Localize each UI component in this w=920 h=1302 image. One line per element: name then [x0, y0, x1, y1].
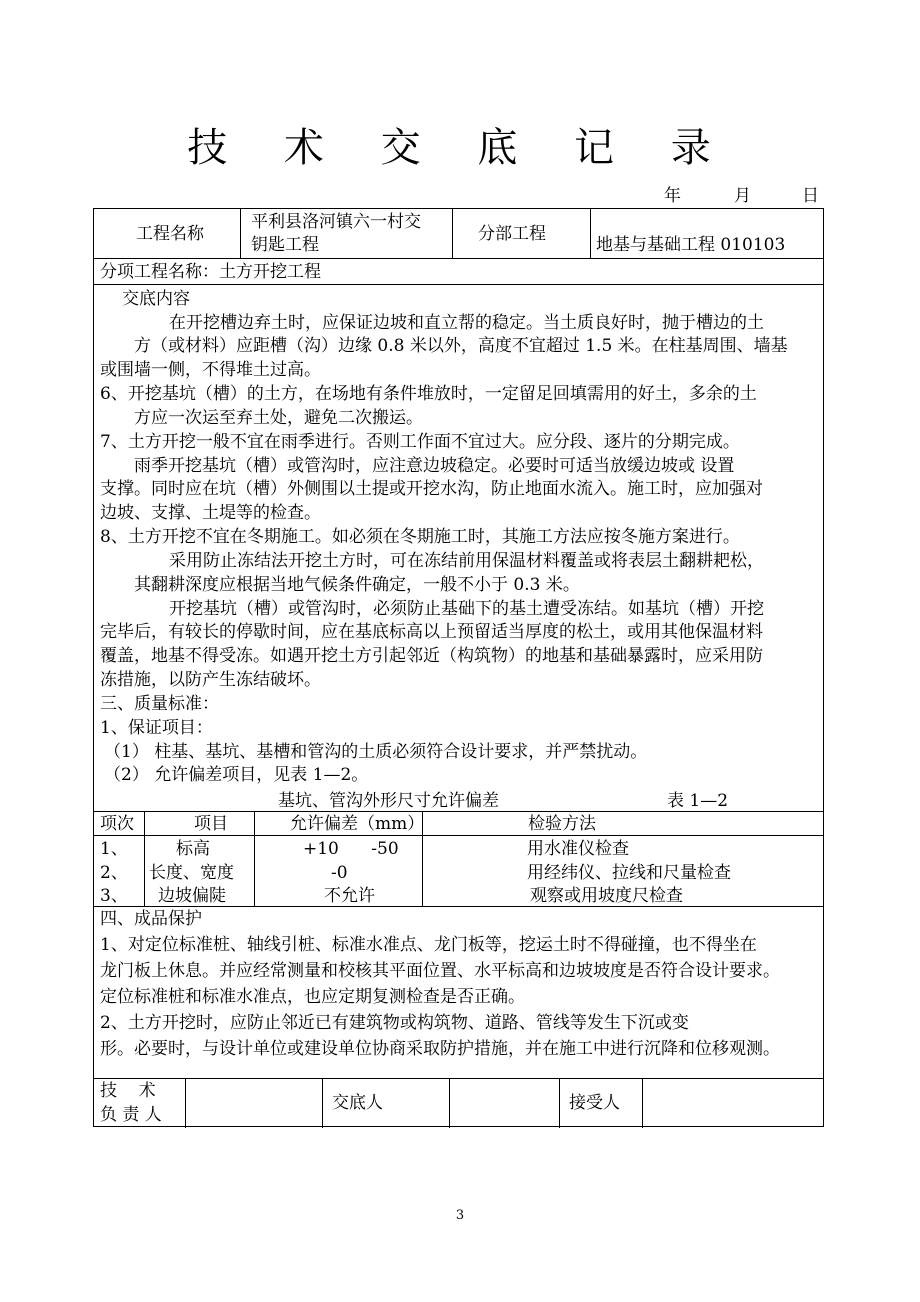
date-day: 日 [802, 186, 819, 206]
content-line: 6、开挖基坑（槽）的土方，在场地有条件堆放时，一定留足回填需用的好土，多余的土 [100, 384, 757, 404]
content-line: 或围墙一侧，不得堆土过高。 [100, 360, 321, 380]
content-line: （2） 允许偏差项目，见表 1—2。 [104, 765, 369, 785]
record-form [93, 208, 824, 1127]
content-line: 完毕后，有较长的停歇时间，应在基底标高以上预留适当厚度的松土，或用其他保温材料 [100, 622, 763, 642]
table-header-cell: 项目 [194, 814, 228, 834]
protection-line: 定位标准桩和标准水准点，也应定期复测检查是否正确。 [100, 987, 525, 1007]
content-line: 1、保证项目： [100, 718, 213, 738]
tech-lead-label: 技 术 [100, 1081, 156, 1101]
content-line: 边坡、支撑、土堤等的检查。 [100, 503, 321, 523]
quality-heading: 三、质量标准： [100, 694, 219, 714]
table-cell: 2、 [100, 863, 128, 883]
project-name-value-line2: 钥匙工程 [251, 235, 319, 255]
tech-lead-label-line2: 负 责 人 [100, 1105, 162, 1125]
table-cell: 长度、宽度 [149, 863, 234, 883]
content-line: 其翻耕深度应根据当地气候条件确定，一般不小于 0.3 米。 [134, 575, 580, 595]
subdivision-label: 分部工程 [478, 224, 546, 244]
protection-line: 龙门板上休息。并应经常测量和校核其平面位置、水平标高和边坡坡度是否符合设计要求。 [100, 961, 780, 981]
protection-line: 2、土方开挖时，应防止邻近已有建筑物或构筑物、道路、管线等发生下沉或变 [100, 1013, 689, 1033]
content-line: 7、土方开挖一般不宜在雨季进行。否则工作面不宜过大。应分段、逐片的分期完成。 [100, 432, 740, 452]
table-header-cell: 检验方法 [528, 814, 596, 834]
content-line: 采用防止冻结法开挖土方时，可在冻结前用保温材料覆盖或将表层土翻耕耙松， [169, 551, 764, 571]
protection-line: 1、对定位标准桩、轴线引桩、标准水准点、龙门板等，挖运土时不得碰撞，也不得坐在 [100, 935, 757, 955]
content-line: 冻措施，以防产生冻结破坏。 [100, 670, 321, 690]
content-line: 覆盖，地基不得受冻。如遇开挖土方引起邻近（构筑物）的地基和基础暴露时，应采用防 [100, 646, 763, 666]
content-line: （1） 柱基、基坑、基槽和管沟的土质必须符合设计要求，并严禁扰动。 [104, 742, 648, 762]
subitem-name: 分项工程名称：土方开挖工程 [100, 262, 321, 282]
date-line [0, 184, 920, 208]
table-caption: 基坑、管沟外形尺寸允许偏差 [278, 791, 499, 811]
content-heading: 交底内容 [122, 289, 190, 309]
content-line: 方应一次运至弃土处，避免二次搬运。 [134, 408, 423, 428]
document-title: 技 术 交 底 记 录 [187, 125, 733, 171]
table-number: 表 1—2 [667, 791, 729, 811]
content-line: 开挖基坑（槽）或管沟时，必须防止基础下的基土遭受冻结。如基坑（槽）开挖 [169, 599, 764, 619]
project-name-value-line1: 平利县洛河镇六一村交 [251, 212, 421, 232]
date-month: 月 [734, 186, 751, 206]
content-line: 8、土方开挖不宜在冬期施工。如必须在冬期施工时，其施工方法应按冬施方案进行。 [100, 527, 740, 547]
discloser-label: 交底人 [332, 1093, 383, 1113]
table-header-cell: 项次 [100, 814, 134, 834]
table-cell: 用经纬仪、拉线和尺量检查 [527, 863, 731, 883]
page-number: 3 [455, 1208, 465, 1223]
table-cell: 用水准仪检查 [527, 839, 629, 859]
project-name-label: 工程名称 [136, 224, 204, 244]
table-cell: 不允许 [324, 886, 375, 906]
content-line: 支撑。同时应在坑（槽）外侧围以土提或开挖水沟，防止地面水流入。施工时，应加强对 [100, 479, 763, 499]
receiver-label: 接受人 [569, 1093, 620, 1113]
subdivision-value: 地基与基础工程 010103 [596, 235, 786, 255]
date-year: 年 [664, 186, 681, 206]
table-cell: +10 -50 [303, 839, 399, 859]
table-cell: 3、 [100, 886, 128, 906]
table-header-cell: 允许偏差（mm） [290, 814, 425, 834]
table-cell: 1、 [100, 839, 128, 859]
protection-line: 形。必要时，与设计单位或建设单位协商采取防护措施，并在施工中进行沉降和位移观测。 [100, 1039, 780, 1059]
content-line: 方（或材料）应距槽（沟）边缘 0.8 米以外，高度不宜超过 1.5 米。在柱基周围、墙基 [134, 336, 788, 356]
table-cell: 观察或用坡度尺检查 [530, 886, 683, 906]
table-cell: -0 [331, 863, 348, 883]
content-line: 雨季开挖基坑（槽）或管沟时，应注意边坡稳定。必要时可适当放缓边坡或 设置 [134, 456, 735, 476]
protection-heading: 四、成品保护 [100, 909, 202, 929]
content-line: 在开挖槽边弃土时，应保证边坡和直立帮的稳定。当土质良好时，抛于槽边的土 [169, 313, 764, 333]
table-cell: 标高 [176, 839, 210, 859]
table-cell: 边坡偏陡 [158, 886, 226, 906]
